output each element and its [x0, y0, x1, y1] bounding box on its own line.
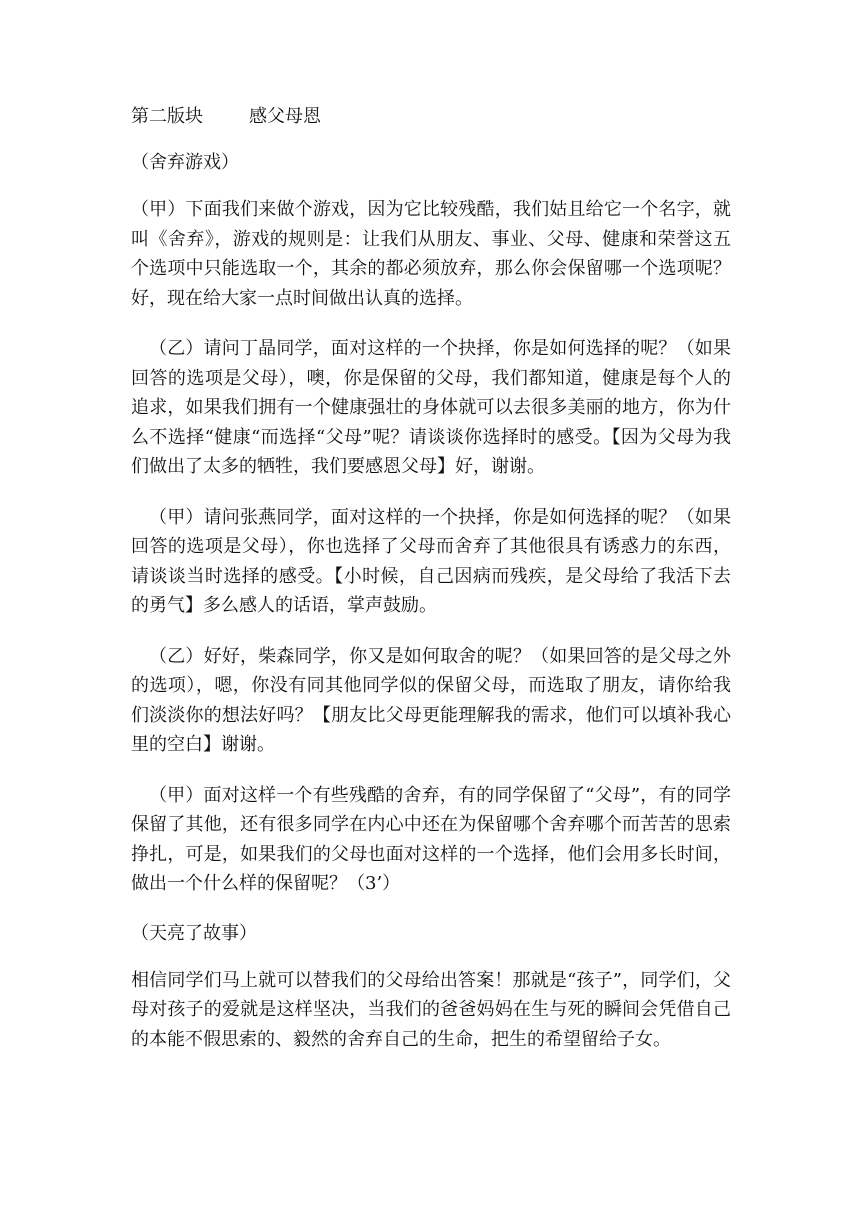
- paragraph-reflection: （甲）面对这样一个有些残酷的舍弃，有的同学保留了“父母”，有的同学保留了其他，还有很多同学在内心中还在为保留哪个舍弃哪个而苦苦的思索挣扎，可是，如果我们的父母也面对这样的一个选择，他们会用多长时间，做出一个什么样的保留呢？（3’）: [131, 784, 731, 894]
- game-label: （舍弃游戏）: [131, 152, 239, 173]
- paragraph-question-zhangyan: （甲）请问张燕同学，面对这样的一个抉择，你是如何选择的呢？（如果回答的选项是父母），你也选择了父母而舍弃了其他很具有诱惑力的东西，请谈谈当时选择的感受。【小时候，自己因病而残疾，是父母给了我活下去的勇气】多么感人的话语，掌声鼓励。: [131, 506, 731, 616]
- paragraph-answer: 相信同学们马上就可以替我们的父母给出答案！那就是“孩子”，同学们，父母对孩子的爱就是这样坚决，当我们的爸爸妈妈在生与死的瞬间会凭借自己的本能不假思索的、毅然的舍弃自己的生命，把生的希望留给子女。: [131, 969, 731, 1050]
- section-heading: [131, 103, 731, 131]
- section-subtitle: 感父母恩: [249, 106, 321, 127]
- paragraph-question-chaisen: （乙）好好，柴森同学，你又是如何取舍的呢？（如果回答的是父母之外的选项），嗯，你没有同其他同学似的保留父母，而选取了朋友，请你给我们淡淡你的想法好吗？【朋友比父母更能理解我的需求，他们可以填补我心里的空白】谢谢。: [131, 645, 731, 755]
- paragraph-question-dingjing: （乙）请问丁晶同学，面对这样的一个抉择，你是如何选择的呢？（如果回答的选项是父母），噢，你是保留的父母，我们都知道，健康是每个人的追求，如果我们拥有一个健康强壮的身体就可以去很多美丽的地方，你为什么不选择“健康“而选择“父母”呢？请谈谈你选择时的感受。【因为父母为我们做出了太多的牺牲，我们要感恩父母】好，谢谢。: [131, 338, 731, 477]
- story-label: （天亮了故事）: [131, 922, 257, 944]
- document-page: [131, 103, 731, 1075]
- section-title: 第二版块: [131, 106, 203, 127]
- paragraph-game-intro: （甲）下面我们来做个游戏，因为它比较残酷，我们姑且给它一个名字，就叫《舍弃》，游戏的规则是：让我们从朋友、事业、父母、健康和荣誉这五个选项中只能选取一个，其余的都必须放弃，那么你会保留哪一个选项呢？好，现在给大家一点时间做出认真的选择。: [131, 199, 731, 309]
